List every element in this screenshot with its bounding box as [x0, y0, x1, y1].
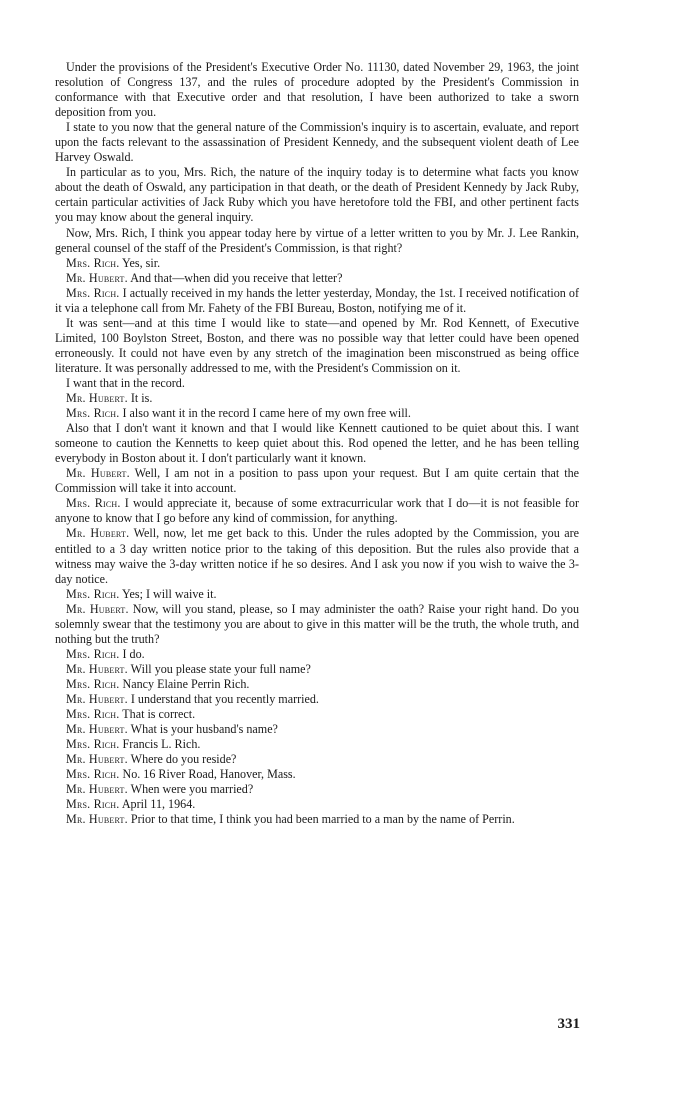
paragraph-text: Yes; I will waive it.	[122, 586, 217, 601]
paragraph	[55, 406, 579, 421]
speaker-label: Mr. Hubert.	[66, 391, 128, 406]
speaker-label: Mr. Hubert.	[66, 466, 130, 481]
speaker-label: Mr. Hubert.	[66, 782, 128, 797]
speaker-label: Mrs. Rich.	[66, 586, 120, 601]
speaker-label: Mrs. Rich.	[66, 255, 120, 270]
paragraph	[55, 662, 579, 677]
paragraph-text: It is.	[130, 391, 153, 406]
speaker-label: Mr. Hubert.	[66, 661, 128, 676]
paragraph-text: What is your husband's name?	[130, 722, 278, 737]
paragraph-text: Now, Mrs. Rich, I think you appear today here by virtue of a letter written to you by Mr. J. Lee Rankin, general counsel of the staff of the President's Commission, is that right?	[55, 225, 579, 255]
paragraph-text: Now, will you stand, please, so I may administer the oath? Raise your right hand. Do you solemnly swear that the testimony you are about to give in this matter will be the truth, the whole truth, and nothing but the truth?	[55, 601, 579, 646]
paragraph-text: No. 16 River Road, Hanover, Mass.	[122, 767, 296, 782]
paragraph	[55, 526, 579, 586]
speaker-label: Mr. Hubert.	[66, 722, 128, 737]
paragraph	[55, 421, 579, 466]
speaker-label: Mrs. Rich.	[66, 767, 120, 782]
paragraph-text: April 11, 1964.	[121, 797, 196, 812]
paragraph	[55, 376, 579, 391]
paragraph	[55, 466, 579, 496]
page-number: 331	[557, 1016, 580, 1032]
speaker-label: Mr. Hubert.	[66, 526, 130, 541]
speaker-label: Mr. Hubert.	[66, 812, 128, 827]
paragraph-text: And that—when did you receive that letter?	[130, 270, 343, 285]
speaker-label: Mr. Hubert.	[66, 601, 129, 616]
paragraph	[55, 737, 579, 752]
speaker-label: Mr. Hubert.	[66, 752, 128, 767]
deposition-page	[55, 60, 579, 827]
speaker-label: Mrs. Rich.	[66, 496, 121, 511]
paragraph	[55, 677, 579, 692]
paragraph	[55, 496, 579, 526]
paragraph-text: I do.	[122, 646, 145, 661]
paragraph-text: It was sent—and at this time I would like to state—and opened by Mr. Rod Kennett, of Executive Limited, 100 Boylston Street, Boston, and there was no possible way that letter could have been opened erroneously. It could not have even by any stretch of the imagination been misconstrued as being office literature. It was personally addressed to me, with the President's Commission on it.	[55, 315, 579, 375]
paragraph-text: Where do you reside?	[130, 752, 237, 767]
speaker-label: Mr. Hubert.	[66, 691, 128, 706]
speaker-label: Mrs. Rich.	[66, 707, 120, 722]
paragraph-text: Well, I am not in a position to pass upon your request. But I am quite certain that the Commission will take it into account.	[55, 466, 580, 496]
speaker-label: Mrs. Rich.	[66, 676, 120, 691]
paragraph	[55, 812, 579, 827]
paragraph-text: Francis L. Rich.	[122, 737, 201, 752]
paragraph-text: Prior to that time, I think you had been married to a man by the name of Perrin.	[130, 812, 515, 827]
speaker-label: Mr. Hubert.	[66, 270, 128, 285]
paragraph	[55, 587, 579, 602]
paragraph	[55, 60, 579, 120]
paragraph	[55, 286, 579, 316]
paragraph-text: Also that I don't want it known and that I would like Kennett cautioned to be quiet about this. I want someone to caution the Kennetts to keep quiet about this. Rod opened the letter, and he has been telling everybody in Boston about it. I don't particularly want it known.	[55, 421, 579, 466]
paragraph-text: I would appreciate it, because of some extracurricular work that I do—it is not feasible for anyone to know that I go before any kind of commission, for anything.	[55, 496, 580, 526]
paragraph	[55, 722, 579, 737]
paragraph	[55, 752, 579, 767]
paragraph-text: I understand that you recently married.	[130, 691, 319, 706]
paragraph	[55, 797, 579, 812]
speaker-label: Mrs. Rich.	[66, 797, 120, 812]
speaker-label: Mrs. Rich.	[66, 285, 120, 300]
paragraph-text: When were you married?	[130, 782, 254, 797]
paragraph-text: I also want it in the record I came here of my own free will.	[122, 406, 411, 421]
paragraph	[55, 647, 579, 662]
paragraph-text: In particular as to you, Mrs. Rich, the nature of the inquiry today is to determine what facts you know about the death of Oswald, any participation in that death, or the death of President Kennedy by Jack Ruby, certain particular activities of Jack Ruby which you have heretofore told the FBI, and other pertinent facts you may know about the general inquiry.	[55, 165, 579, 225]
paragraph	[55, 782, 579, 797]
paragraph	[55, 391, 579, 406]
paragraph-text: I state to you now that the general nature of the Commission's inquiry is to ascertain, evaluate, and report upon the facts relevant to the assassination of President Kennedy, and the subsequent violent death of Lee Harvey Oswald.	[55, 120, 579, 165]
paragraph-text: Yes, sir.	[122, 255, 161, 270]
speaker-label: Mrs. Rich.	[66, 646, 120, 661]
paragraph-text: That is correct.	[122, 707, 196, 722]
paragraph	[55, 707, 579, 722]
paragraph-text: Nancy Elaine Perrin Rich.	[122, 676, 250, 691]
paragraph	[55, 767, 579, 782]
paragraph-text: Under the provisions of the President's Executive Order No. 11130, dated November 29, 1963, the joint resolution of Congress 137, and the rules of procedure adopted by the President's Commission in conformance with that Executive order and that resolution, I have been authorized to take a sworn deposition from you.	[55, 60, 579, 120]
paragraph-text: I actually received in my hands the letter yesterday, Monday, the 1st. I received notification of it via a telephone call from Mr. Fahety of the FBI Bureau, Boston, notifying me of it.	[55, 285, 580, 315]
paragraph	[55, 692, 579, 707]
paragraph	[55, 165, 579, 225]
paragraph	[55, 120, 579, 165]
paragraph-text: Will you please state your full name?	[130, 661, 311, 676]
paragraph	[55, 271, 579, 286]
paragraph	[55, 316, 579, 376]
paragraph	[55, 226, 579, 256]
paragraph	[55, 602, 579, 647]
speaker-label: Mrs. Rich.	[66, 737, 120, 752]
paragraph-text: I want that in the record.	[66, 375, 185, 390]
speaker-label: Mrs. Rich.	[66, 406, 120, 421]
paragraph-text: Well, now, let me get back to this. Under the rules adopted by the Commission, you are entitled to a 3 day written notice prior to the taking of this deposition. But the rules also provide that a witness may waive the 3-day written notice if he so desires. And I ask you now if you wish to waive the 3-day notice.	[55, 526, 579, 586]
paragraph	[55, 256, 579, 271]
